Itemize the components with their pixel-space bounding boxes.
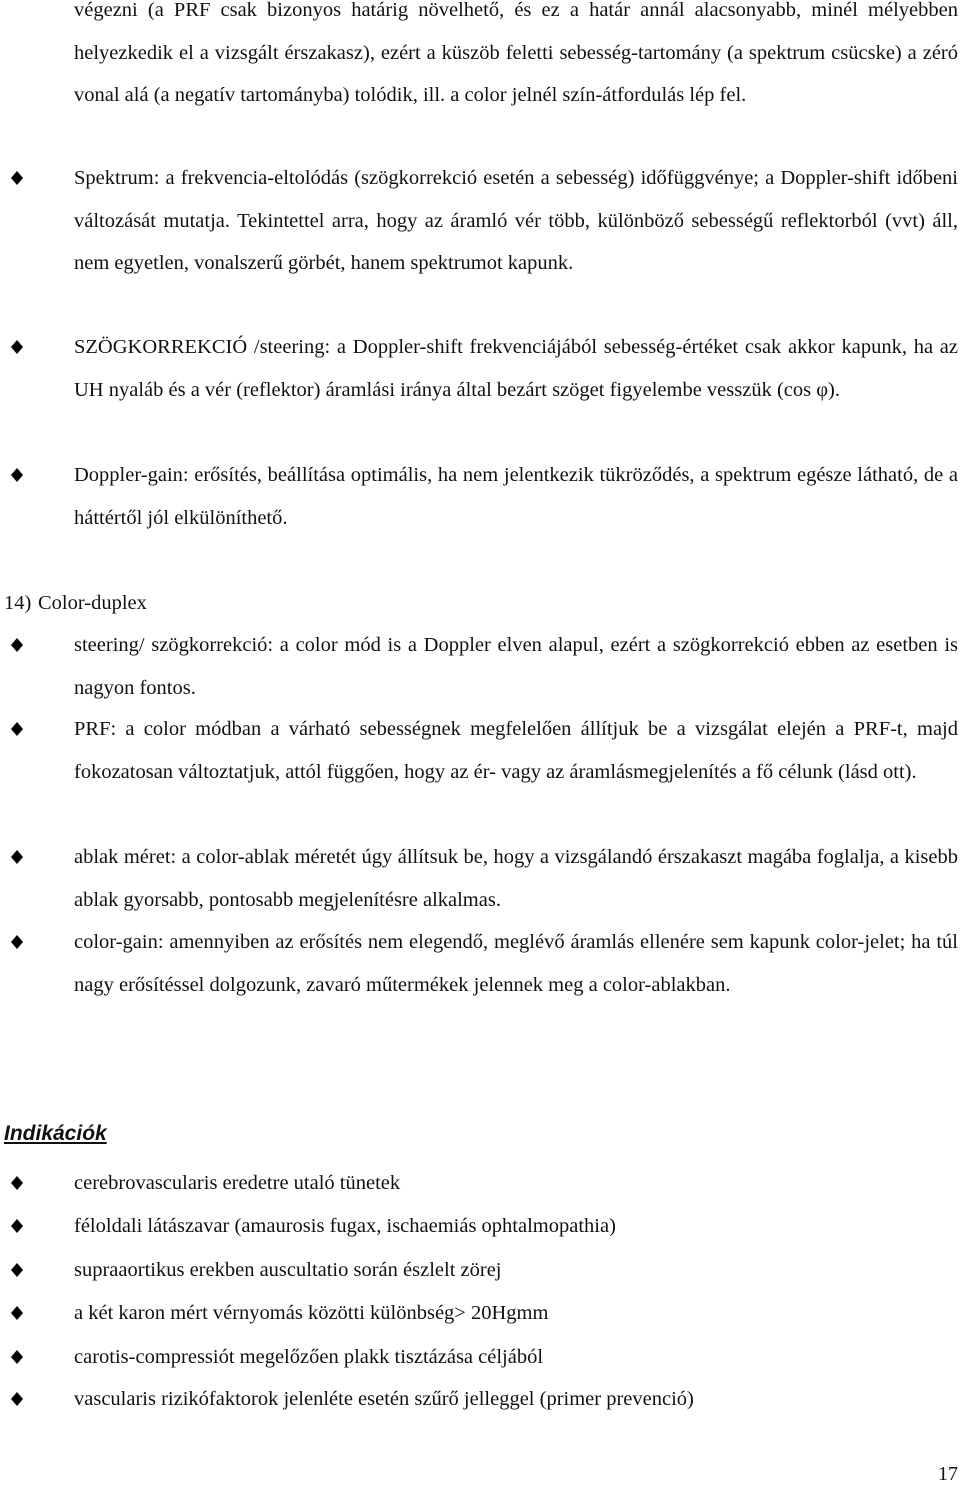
indication-item: féloldali látászavar (amaurosis fugax, ischaemiás ophtalmopathia): [74, 1215, 616, 1237]
bullet-szogkorrekcio: SZÖGKORREKCIÓ /steering: a Doppler-shift frekvenciájából sebesség-értéket csak akkor kapunk, ha az UH nyaláb és a vér (reflektor) áramlási iránya által bezárt szöget figyelembe vesszük (cos φ).: [74, 336, 958, 401]
diamond-bullet-icon: [10, 1263, 24, 1277]
diamond-bullet-icon: [10, 850, 24, 864]
diamond-bullet-icon: [10, 638, 24, 652]
indication-item: cerebrovascularis eredetre utaló tünetek: [74, 1172, 401, 1194]
diamond-bullet-icon: [10, 340, 24, 354]
indication-item: carotis-compressiót megelőzően plakk tisztázása céljából: [74, 1346, 544, 1368]
diamond-bullet-icon: [10, 1392, 24, 1406]
bullet-color-gain: color-gain: amennyiben az erősítés nem elegendő, meglévő áramlás ellenére sem kapunk color-jelet; ha túl nagy erősítéssel dolgozunk, zavaró műtermékek jelennek meg a color-ablakban.: [74, 931, 958, 996]
diamond-bullet-icon: [10, 1219, 24, 1233]
diamond-bullet-icon: [10, 1176, 24, 1190]
diamond-bullet-icon: [10, 468, 24, 482]
diamond-bullet-icon: [10, 171, 24, 185]
bullet-spektrum: Spektrum: a frekvencia-eltolódás (szögkorrekció esetén a sebesség) időfüggvénye; a Doppler-shift időbeni változását mutatja. Tekintettel arra, hogy az áramló vér több, különböző sebességű reflektorból (vvt) áll, nem egyetlen, vonalszerű görbét, hanem spektrumot kapunk.: [74, 167, 958, 274]
section-title: Color-duplex: [38, 592, 147, 614]
diamond-bullet-icon: [10, 1306, 24, 1320]
bullet-doppler-gain: Doppler-gain: erősítés, beállítása optimális, ha nem jelentkezik tükröződés, a spektrum egésze látható, de a háttértől jól elkülöníthető.: [74, 464, 958, 529]
diamond-bullet-icon: [10, 935, 24, 949]
indications-heading: Indikációk: [4, 1122, 107, 1145]
section-number: 14): [4, 592, 32, 614]
indication-item: a két karon mért vérnyomás közötti különbség> 20Hgmm: [74, 1302, 549, 1324]
bullet-steering: steering/ szögkorrekció: a color mód is a Doppler elven alapul, ezért a szögkorrekció ebben az esetben is nagyon fontos.: [74, 634, 958, 699]
intro-paragraph: végezni (a PRF csak bizonyos határig növelhető, és ez a határ annál alacsonyabb, minél mélyebben helyezkedik el a vizsgált érszakasz), ezért a küszöb feletti sebesség-tartomány (a spektrum csücske) a zéró vonal alá (a negatív tartományba) tolódik, ill. a color jelnél szín-átfordulás lép fel.: [74, 0, 958, 106]
page-number: 17: [938, 1463, 958, 1485]
indication-item: supraaortikus erekben auscultatio során észlelt zörej: [74, 1259, 502, 1281]
bullet-prf: PRF: a color módban a várható sebességnek megfelelően állítjuk be a vizsgálat elején a PRF-t, majd fokozatosan változtatjuk, attól függően, hogy az ér- vagy az áramlásmegjelenítés a fő célunk (lásd ott).: [74, 718, 958, 783]
diamond-bullet-icon: [10, 722, 24, 736]
indication-item: vascularis rizikófaktorok jelenléte esetén szűrő jelleggel (primer prevenció): [74, 1388, 694, 1410]
bullet-ablak-meret: ablak méret: a color-ablak méretét úgy állítsuk be, hogy a vizsgálandó érszakaszt magába foglalja, a kisebb ablak gyorsabb, pontosabb megjelenítésre alkalmas.: [74, 846, 958, 911]
diamond-bullet-icon: [10, 1350, 24, 1364]
